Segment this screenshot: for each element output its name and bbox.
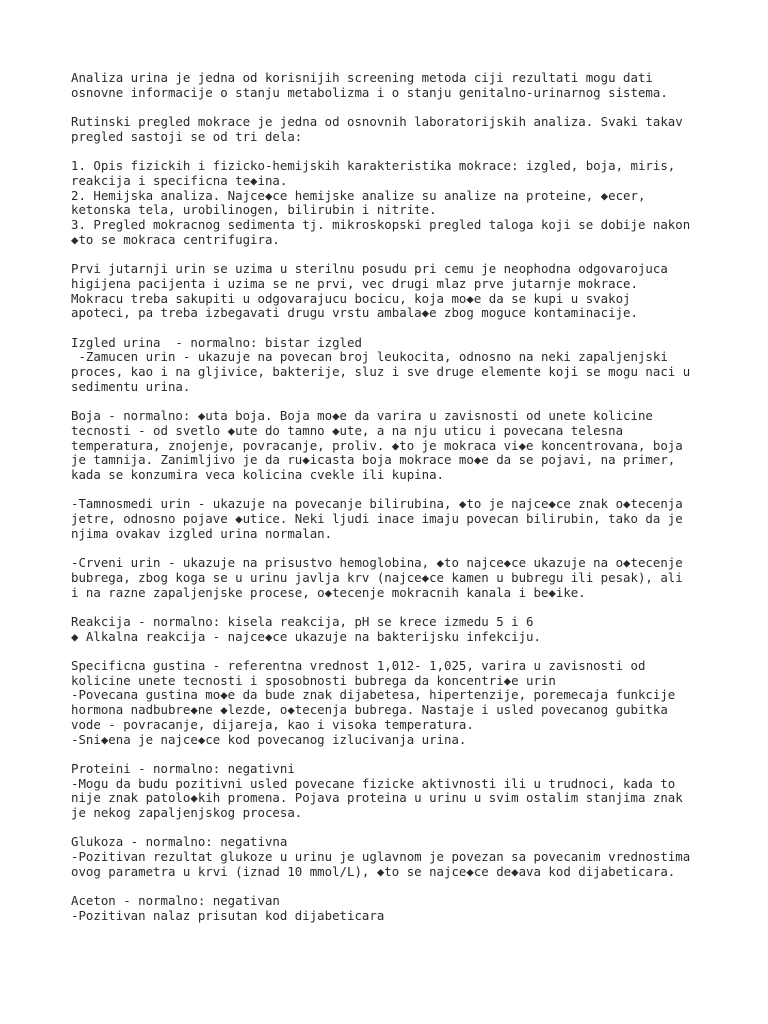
text-line: i na razne zapaljenjske procese, o◆tecenje mokracnih kanala i be◆ike. [71, 584, 586, 600]
text-line: proces, kao i na gljivice, bakterije, sluz i sve druge elemente koji se mogu naci u [71, 364, 691, 379]
text-line: 1. Opis fizickih i fizicko-hemijskih karakteristika mokrace: izgled, boja, miris, [71, 158, 676, 174]
text-line: reakcija i specificna te◆ina. [71, 172, 288, 188]
text-line: njima ovakav izgled urina normalan. [71, 525, 333, 541]
text-line: ◆to se mokraca centrifugira. [71, 231, 280, 247]
text-line: Reakcija - normalno: kisela reakcija, pH se krece izmedu 5 i 6 [71, 613, 534, 629]
text-line: 3. Pregled mokracnog sedimenta tj. mikroskopski pregled taloga koji se dobije nakon [71, 217, 691, 232]
text-line: Specificna gustina - referentna vrednost 1,012- 1,025, varira u zavisnosti od [71, 657, 646, 673]
document-paragraph [71, 835, 731, 879]
text-line: ◆ Alkalna reakcija - najce◆ce ukazuje na bakterijsku infekciju. [71, 628, 541, 644]
document-body [71, 71, 731, 938]
text-line: Proteini - normalno: negativni [71, 760, 295, 776]
text-line: higijena pacijenta i uzima se ne prvi, vec drugi mlaz prve jutarnje mokrace. [71, 275, 638, 291]
text-line: ovog parametra u krvi (iznad 10 mmol/L), ◆to se najce◆ce de◆ava kod dijabeticara. [71, 863, 676, 879]
text-line: temperatura, znojenje, povracanje, proliv. ◆to je mokraca vi◆e koncentrovana, boja [71, 437, 683, 453]
text-line: Glukoza - normalno: negativna [71, 834, 288, 850]
text-line: -Mogu da budu pozitivni usled povecane fizicke aktivnosti ili u trudnoci, kada to [71, 775, 676, 791]
text-line: -Pozitivan nalaz prisutan kod dijabeticara [71, 907, 385, 923]
document-paragraph [71, 71, 731, 100]
document-paragraph [71, 894, 731, 923]
text-line: Mokracu treba sakupiti u odgovarajucu bocicu, koja mo◆e da se kupi u svakoj [71, 290, 631, 306]
text-line: hormona nadbubre◆ne ◆lezde, o◆tecenja bubrega. Nastaje i usled povecanog gubitka [71, 702, 668, 718]
document-paragraph [71, 659, 731, 747]
text-line: Prvi jutarnji urin se uzima u sterilnu posudu pri cemu je neophodna odgovarojuca [71, 261, 668, 277]
document-paragraph [71, 115, 731, 144]
document-paragraph [71, 762, 731, 821]
text-line: 2. Hemijska analiza. Najce◆ce hemijske analize su analize na proteine, ◆ecer, [71, 187, 646, 203]
text-line: -Pozitivan rezultat glukoze u urinu je uglavnom je povezan sa povecanim vrednostima [71, 849, 691, 865]
text-line: Rutinski pregled mokrace je jedna od osnovnih laboratorijskih analiza. Svaki takav [71, 114, 683, 130]
document-paragraph [71, 556, 731, 600]
text-line: Aceton - normalno: negativan [71, 893, 280, 909]
text-line: tecnosti - od svetlo ◆ute do tamno ◆ute, a na nju uticu i povecana telesna [71, 422, 624, 438]
text-line: Izgled urina - normalno: bistar izgled [71, 334, 362, 350]
text-line: jetre, odnosno pojave ◆utice. Neki ljudi inace imaju povecan bilirubin, tako da je [71, 511, 683, 526]
document-paragraph [71, 262, 731, 321]
text-line: Analiza urina je jedna od korisnijih screening metoda ciji rezultati mogu dati [71, 70, 653, 85]
text-line: kada se konzumira veca kolicina cvekle ili kupina. [71, 466, 444, 482]
text-line: vode - povracanje, dijareja, kao i visoka temperatura. [71, 716, 474, 732]
text-line: je nekog zapaljenjskog procesa. [71, 805, 303, 820]
text-line: Boja - normalno: ◆uta boja. Boja mo◆e da varira u zavisnosti od unete kolicine [71, 408, 653, 424]
text-line: kolicine unete tecnosti i sposobnosti bubrega da koncentri◆e urin [71, 672, 556, 688]
text-line: je tamnija. Zanimljivo je da ru◆icasta boja mokrace mo◆e da se pojavi, na primer, [71, 452, 676, 468]
document-paragraph [71, 497, 731, 541]
text-line: -Zamucen urin - ukazuje na povecan broj leukocita, odnosno na neki zapaljenjski [71, 349, 668, 365]
text-line: -Crveni urin - ukazuje na prisustvo hemoglobina, ◆to najce◆ce ukazuje na o◆tecenje [71, 555, 683, 571]
text-line: sedimentu urina. [71, 378, 191, 394]
text-line: ketonska tela, urobilinogen, bilirubin i nitrite. [71, 202, 437, 218]
text-line: -Povecana gustina mo◆e da bude znak dijabetesa, hipertenzije, poremecaja funkcije [71, 687, 676, 703]
document-paragraph [71, 336, 731, 395]
document-paragraph [71, 409, 731, 483]
text-line: bubrega, zbog koga se u urinu javlja krv (najce◆ce kamen u bubregu ili pesak), ali [71, 569, 683, 585]
text-line: osnovne informacije o stanju metabolizma i o stanju genitalno-urinarnog sistema. [71, 84, 668, 100]
document-paragraph [71, 159, 731, 247]
text-line: -Tamnosmedi urin - ukazuje na povecanje bilirubina, ◆to je najce◆ce znak o◆tecenja [71, 496, 683, 512]
text-line: nije znak patolo◆kih promena. Pojava proteina u urinu u svim ostalim stanjima znak [71, 790, 683, 806]
text-line: pregled sastoji se od tri dela: [71, 128, 303, 144]
text-line: apoteci, pa treba izbegavati drugu vrstu ambala◆e zbog moguce kontaminacije. [71, 305, 638, 321]
text-line: -Sni◆ena je najce◆ce kod povecanog izlucivanja urina. [71, 731, 467, 747]
document-paragraph [71, 615, 731, 644]
